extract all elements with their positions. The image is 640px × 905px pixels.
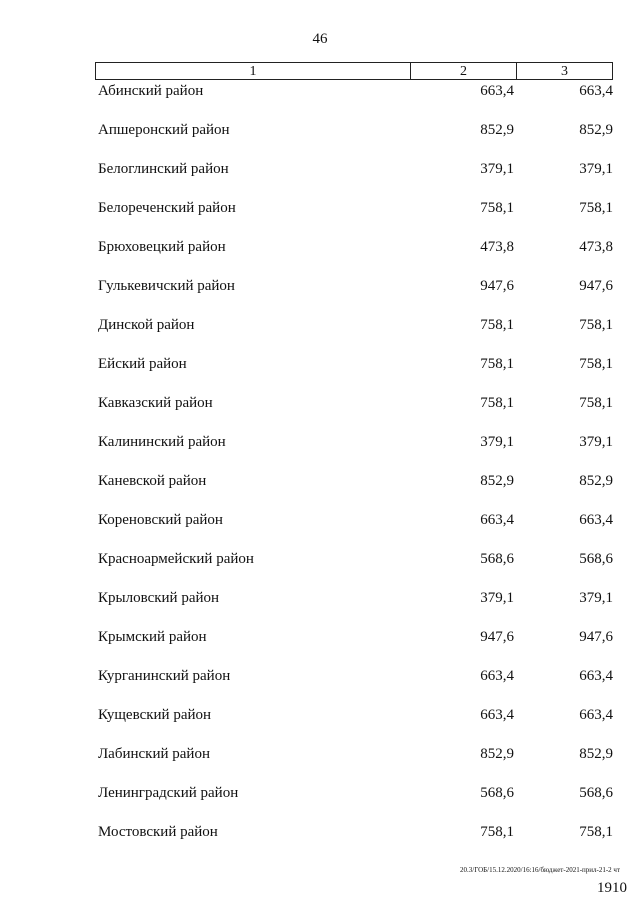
value-col-3: 568,6 [579, 785, 613, 801]
district-name: Лабинский район [98, 746, 210, 762]
district-name: Апшеронский район [98, 122, 230, 138]
value-col-2: 379,1 [480, 590, 514, 606]
district-name: Ейский район [98, 356, 187, 372]
value-col-2: 568,6 [480, 551, 514, 567]
district-name: Красноармейский район [98, 551, 254, 567]
value-col-3: 947,6 [579, 278, 613, 294]
header-col-3: 3 [561, 64, 568, 79]
value-col-2: 758,1 [480, 824, 514, 840]
district-name: Каневской район [98, 473, 207, 489]
table-row [0, 238, 640, 277]
table-row [0, 355, 640, 394]
value-col-2: 947,6 [480, 629, 514, 645]
page-number: 46 [312, 31, 328, 47]
value-col-3: 663,4 [579, 707, 613, 723]
value-col-3: 852,9 [579, 746, 613, 762]
table-row [0, 199, 640, 238]
district-name: Крымский район [98, 629, 207, 645]
district-name: Динской район [98, 317, 195, 333]
value-col-2: 947,6 [480, 278, 514, 294]
table-row [0, 121, 640, 160]
value-col-3: 663,4 [579, 668, 613, 684]
value-col-3: 663,4 [579, 512, 613, 528]
value-col-3: 758,1 [579, 356, 613, 372]
value-col-2: 663,4 [480, 512, 514, 528]
table-row [0, 277, 640, 316]
header-col-1: 1 [96, 63, 411, 79]
table-body [0, 82, 640, 862]
value-col-2: 568,6 [480, 785, 514, 801]
value-col-3: 568,6 [579, 551, 613, 567]
value-col-2: 379,1 [480, 434, 514, 450]
value-col-3: 758,1 [579, 395, 613, 411]
table-row [0, 745, 640, 784]
table-row [0, 316, 640, 355]
table-header [95, 62, 613, 80]
value-col-2: 852,9 [480, 473, 514, 489]
table-row [0, 82, 640, 121]
value-col-3: 758,1 [579, 200, 613, 216]
value-col-2: 758,1 [480, 395, 514, 411]
district-name: Белореченский район [98, 200, 236, 216]
value-col-2: 663,4 [480, 83, 514, 99]
value-col-3: 758,1 [579, 317, 613, 333]
value-col-2: 758,1 [480, 200, 514, 216]
value-col-3: 379,1 [579, 161, 613, 177]
table-row [0, 628, 640, 667]
district-name: Крыловский район [98, 590, 220, 606]
district-name: Кавказский район [98, 395, 213, 411]
value-col-3: 758,1 [579, 824, 613, 840]
value-col-2: 663,4 [480, 668, 514, 684]
table-row [0, 589, 640, 628]
district-name: Гулькевичский район [98, 278, 235, 294]
sheet-number: 1910 [597, 880, 627, 896]
table-row [0, 667, 640, 706]
value-col-2: 758,1 [480, 356, 514, 372]
table-row [0, 394, 640, 433]
value-col-2: 663,4 [480, 707, 514, 723]
district-name: Калининский район [98, 434, 226, 450]
value-col-2: 852,9 [480, 122, 514, 138]
district-name: Мостовский район [98, 824, 218, 840]
table-row [0, 823, 640, 862]
value-col-2: 758,1 [480, 317, 514, 333]
value-col-3: 473,8 [579, 239, 613, 255]
district-name: Белоглинский район [98, 161, 229, 177]
district-name: Ленинградский район [98, 785, 239, 801]
value-col-3: 852,9 [579, 473, 613, 489]
value-col-3: 379,1 [579, 590, 613, 606]
district-name: Курганинский район [98, 668, 231, 684]
table-row [0, 433, 640, 472]
value-col-3: 379,1 [579, 434, 613, 450]
table-row [0, 706, 640, 745]
table-row [0, 784, 640, 823]
district-name: Абинский район [98, 83, 204, 99]
value-col-2: 852,9 [480, 746, 514, 762]
value-col-3: 947,6 [579, 629, 613, 645]
table-row [0, 472, 640, 511]
value-col-3: 663,4 [579, 83, 613, 99]
value-col-2: 379,1 [480, 161, 514, 177]
district-name: Брюховецкий район [98, 239, 226, 255]
table-row [0, 160, 640, 199]
district-name: Кореновский район [98, 512, 223, 528]
value-col-2: 473,8 [480, 239, 514, 255]
table-row [0, 550, 640, 589]
district-name: Кущевский район [98, 707, 212, 723]
value-col-3: 852,9 [579, 122, 613, 138]
table-row [0, 511, 640, 550]
header-col-2: 2 [411, 63, 517, 79]
document-reference: 20.3/ГОБ/15.12.2020/16:16/бюджет-2021-прил-21-2 чт [460, 866, 620, 874]
